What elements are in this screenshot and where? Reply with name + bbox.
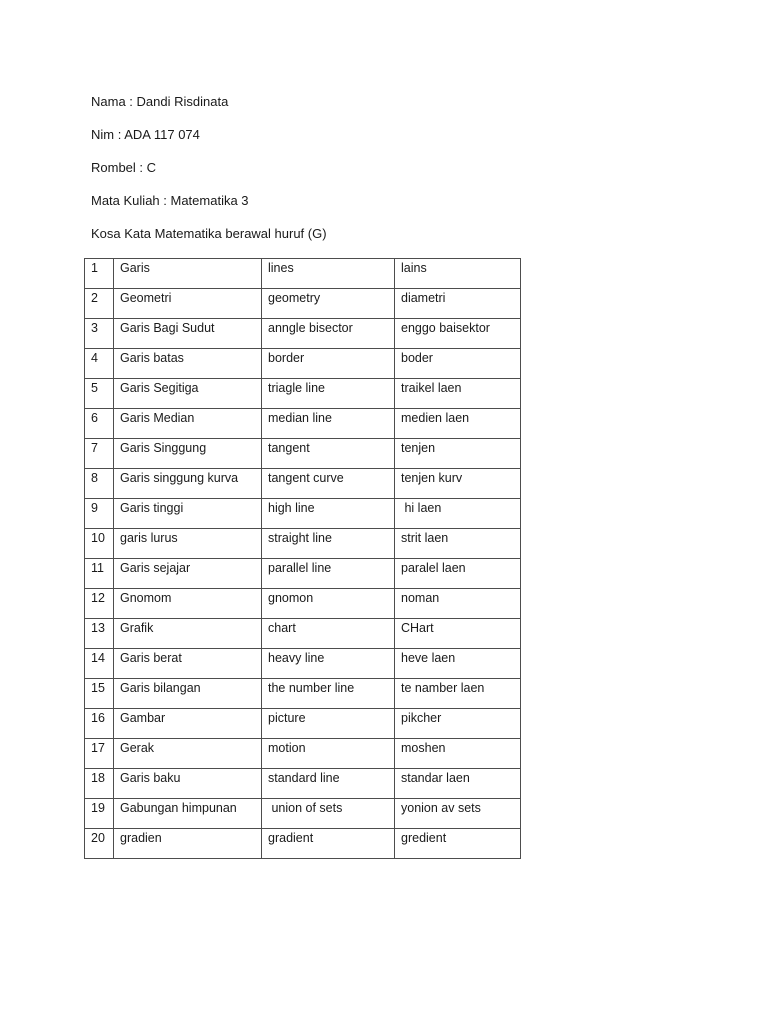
english-term-cell: anngle bisector <box>262 319 395 349</box>
mata-kuliah-line <box>91 193 249 209</box>
nama-line <box>91 94 228 110</box>
pronunciation-cell: heve laen <box>395 649 521 679</box>
table-row <box>85 289 521 319</box>
row-number-cell: 6 <box>85 409 114 439</box>
pronunciation-cell: paralel laen <box>395 559 521 589</box>
english-term-cell: heavy line <box>262 649 395 679</box>
pronunciation-cell: standar laen <box>395 769 521 799</box>
table-row <box>85 559 521 589</box>
pronunciation-cell: noman <box>395 589 521 619</box>
row-number-cell: 19 <box>85 799 114 829</box>
pronunciation-cell: pikcher <box>395 709 521 739</box>
english-term-cell: median line <box>262 409 395 439</box>
indonesian-term-cell: Gambar <box>114 709 262 739</box>
nama-separator: : <box>125 94 137 109</box>
row-number-cell: 17 <box>85 739 114 769</box>
indonesian-term-cell: Garis sejajar <box>114 559 262 589</box>
pronunciation-cell: CHart <box>395 619 521 649</box>
pronunciation-cell: boder <box>395 349 521 379</box>
pronunciation-cell: lains <box>395 259 521 289</box>
english-term-cell: triagle line <box>262 379 395 409</box>
row-number-cell: 1 <box>85 259 114 289</box>
table-row <box>85 679 521 709</box>
indonesian-term-cell: Garis Segitiga <box>114 379 262 409</box>
rombel-value: C <box>146 160 157 175</box>
indonesian-term-cell: Gerak <box>114 739 262 769</box>
table-row <box>85 619 521 649</box>
english-term-cell: gradient <box>262 829 395 859</box>
pronunciation-cell: moshen <box>395 739 521 769</box>
english-term-cell: straight line <box>262 529 395 559</box>
english-term-cell: the number line <box>262 679 395 709</box>
nim-value: ADA 117 074 <box>124 127 200 142</box>
row-number-cell: 10 <box>85 529 114 559</box>
table-row <box>85 799 521 829</box>
nim-label: Nim <box>91 127 115 142</box>
indonesian-term-cell: Gabungan himpunan <box>114 799 262 829</box>
pronunciation-cell: traikel laen <box>395 379 521 409</box>
nim-separator: : <box>114 127 125 142</box>
pronunciation-cell: medien laen <box>395 409 521 439</box>
indonesian-term-cell: Garis tinggi <box>114 499 262 529</box>
rombel-line <box>91 160 156 176</box>
nama-value: Dandi Risdinata <box>136 94 229 109</box>
english-term-cell: geometry <box>262 289 395 319</box>
indonesian-term-cell: Garis bilangan <box>114 679 262 709</box>
vocabulary-table-body <box>85 259 521 859</box>
english-term-cell: motion <box>262 739 395 769</box>
document-title: Kosa Kata Matematika berawal huruf (G) <box>91 226 327 241</box>
table-row <box>85 829 521 859</box>
row-number-cell: 9 <box>85 499 114 529</box>
english-term-cell: border <box>262 349 395 379</box>
pronunciation-cell: tenjen <box>395 439 521 469</box>
table-row <box>85 259 521 289</box>
english-term-cell: parallel line <box>262 559 395 589</box>
row-number-cell: 14 <box>85 649 114 679</box>
indonesian-term-cell: Garis Bagi Sudut <box>114 319 262 349</box>
english-term-cell: picture <box>262 709 395 739</box>
english-term-cell: tangent <box>262 439 395 469</box>
rombel-label: Rombel <box>91 160 136 175</box>
mata-kuliah-value: Matematika 3 <box>170 193 249 208</box>
row-number-cell: 16 <box>85 709 114 739</box>
pronunciation-cell: tenjen kurv <box>395 469 521 499</box>
indonesian-term-cell: Gnomom <box>114 589 262 619</box>
english-term-cell: high line <box>262 499 395 529</box>
row-number-cell: 12 <box>85 589 114 619</box>
table-row <box>85 379 521 409</box>
english-term-cell: gnomon <box>262 589 395 619</box>
row-number-cell: 3 <box>85 319 114 349</box>
table-row <box>85 709 521 739</box>
row-number-cell: 15 <box>85 679 114 709</box>
table-row <box>85 439 521 469</box>
pronunciation-cell: strit laen <box>395 529 521 559</box>
english-term-cell: union of sets <box>262 799 395 829</box>
table-row <box>85 769 521 799</box>
row-number-cell: 5 <box>85 379 114 409</box>
mata-kuliah-label: Mata Kuliah <box>91 193 160 208</box>
indonesian-term-cell: Garis berat <box>114 649 262 679</box>
english-term-cell: tangent curve <box>262 469 395 499</box>
nama-label: Nama <box>91 94 126 109</box>
table-row <box>85 739 521 769</box>
row-number-cell: 20 <box>85 829 114 859</box>
indonesian-term-cell: Garis baku <box>114 769 262 799</box>
row-number-cell: 11 <box>85 559 114 589</box>
table-row <box>85 529 521 559</box>
pronunciation-cell: gredient <box>395 829 521 859</box>
english-term-cell: lines <box>262 259 395 289</box>
table-row <box>85 349 521 379</box>
row-number-cell: 18 <box>85 769 114 799</box>
table-row <box>85 409 521 439</box>
row-number-cell: 8 <box>85 469 114 499</box>
table-row <box>85 649 521 679</box>
pronunciation-cell: diametri <box>395 289 521 319</box>
mata-kuliah-separator: : <box>159 193 171 208</box>
pronunciation-cell: hi laen <box>395 499 521 529</box>
indonesian-term-cell: Garis Median <box>114 409 262 439</box>
table-row <box>85 589 521 619</box>
pronunciation-cell: yonion av sets <box>395 799 521 829</box>
indonesian-term-cell: gradien <box>114 829 262 859</box>
indonesian-term-cell: Garis Singgung <box>114 439 262 469</box>
row-number-cell: 2 <box>85 289 114 319</box>
row-number-cell: 4 <box>85 349 114 379</box>
table-row <box>85 469 521 499</box>
pronunciation-cell: enggo baisektor <box>395 319 521 349</box>
table-row <box>85 499 521 529</box>
indonesian-term-cell: Geometri <box>114 289 262 319</box>
indonesian-term-cell: Garis batas <box>114 349 262 379</box>
indonesian-term-cell: Garis <box>114 259 262 289</box>
indonesian-term-cell: garis lurus <box>114 529 262 559</box>
row-number-cell: 7 <box>85 439 114 469</box>
english-term-cell: chart <box>262 619 395 649</box>
indonesian-term-cell: Grafik <box>114 619 262 649</box>
rombel-separator: : <box>135 160 147 175</box>
nim-line <box>91 127 200 143</box>
row-number-cell: 13 <box>85 619 114 649</box>
table-row <box>85 319 521 349</box>
indonesian-term-cell: Garis singgung kurva <box>114 469 262 499</box>
vocabulary-table <box>84 258 521 859</box>
english-term-cell: standard line <box>262 769 395 799</box>
pronunciation-cell: te namber laen <box>395 679 521 709</box>
